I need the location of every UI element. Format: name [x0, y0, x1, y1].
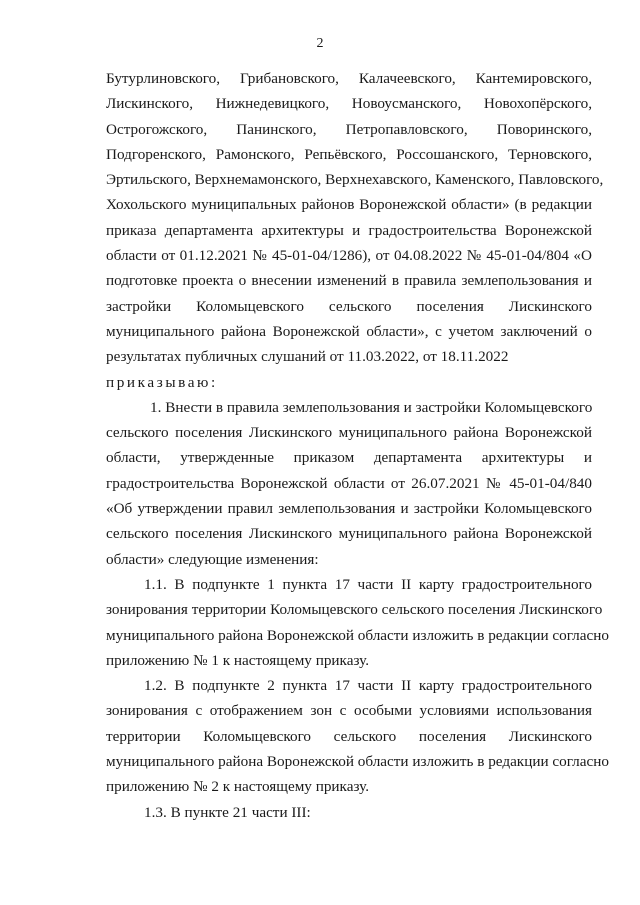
- text-line: области» следующие изменения:: [106, 550, 319, 568]
- text-line: зонирования территории Коломыцевского сельского поселения Лискинского: [106, 601, 603, 619]
- text-line: приложению № 2 к настоящему приказу.: [106, 778, 369, 796]
- text-line: Эртильского, Верхнемамонского, Верхнехавского, Каменского, Павловского,: [106, 171, 604, 189]
- text-line: приказа департамента архитектуры и градостроительства Воронежской: [106, 221, 592, 239]
- text-line: муниципального района Воронежской области изложить в редакции согласно: [106, 753, 609, 771]
- text-line: области от 01.12.2021 № 45-01-04/1286), от 04.08.2022 № 45-01-04/804 «О: [106, 247, 592, 265]
- text-line: Лискинского, Нижнедевицкого, Новоусманского, Новохопёрского,: [106, 95, 592, 113]
- page-number: 2: [316, 36, 324, 51]
- text-line: области, утвержденные приказом департамента архитектуры и: [106, 449, 592, 467]
- text-line: муниципального района Воронежской области изложить в редакции согласно: [106, 626, 609, 644]
- text-line: сельского поселения Лискинского муниципального района Воронежской: [106, 424, 592, 442]
- text-line: территории Коломыцевского сельского поселения Лискинского: [106, 727, 592, 745]
- document-body: [106, 66, 609, 825]
- text-line: застройки Коломыцевского сельского поселения Лискинского: [106, 297, 592, 315]
- text-line: подготовке проекта о внесении изменений в правила землепользования и: [106, 272, 592, 290]
- text-line: приказываю:: [106, 373, 218, 391]
- text-line: Бутурлиновского, Грибановского, Калачеевского, Кантемировского,: [106, 70, 592, 87]
- text-line: сельского поселения Лискинского муниципального района Воронежской: [106, 525, 592, 543]
- text-line: 1.3. В пункте 21 части III:: [144, 803, 311, 821]
- text-line: Подгоренского, Рамонского, Репьёвского, Россошанского, Терновского,: [106, 145, 592, 163]
- text-line: муниципального района Воронежской области», с учетом заключений о: [106, 322, 592, 340]
- text-line: градостроительства Воронежской области от 26.07.2021 № 45-01-04/840: [106, 474, 592, 492]
- text-line: «Об утверждении правил землепользования и застройки Коломыцевского: [106, 500, 592, 518]
- text-line: 1.1. В подпункте 1 пункта 17 части II карту градостроительного: [144, 575, 592, 593]
- text-line: Острогожского, Панинского, Петропавловского, Поворинского,: [106, 120, 592, 138]
- text-line: зонирования с отображением зон с особыми условиями использования: [106, 702, 592, 720]
- text-line: приложению № 1 к настоящему приказу.: [106, 651, 369, 669]
- text-line: 1. Внести в правила землепользования и застройки Коломыцевского: [150, 398, 593, 416]
- text-line: Хохольского муниципальных районов Воронежской области» (в редакции: [106, 196, 592, 214]
- text-line: результатах публичных слушаний от 11.03.2022, от 18.11.2022: [106, 348, 509, 366]
- text-line: 1.2. В подпункте 2 пункта 17 части II карту градостроительного: [144, 677, 592, 695]
